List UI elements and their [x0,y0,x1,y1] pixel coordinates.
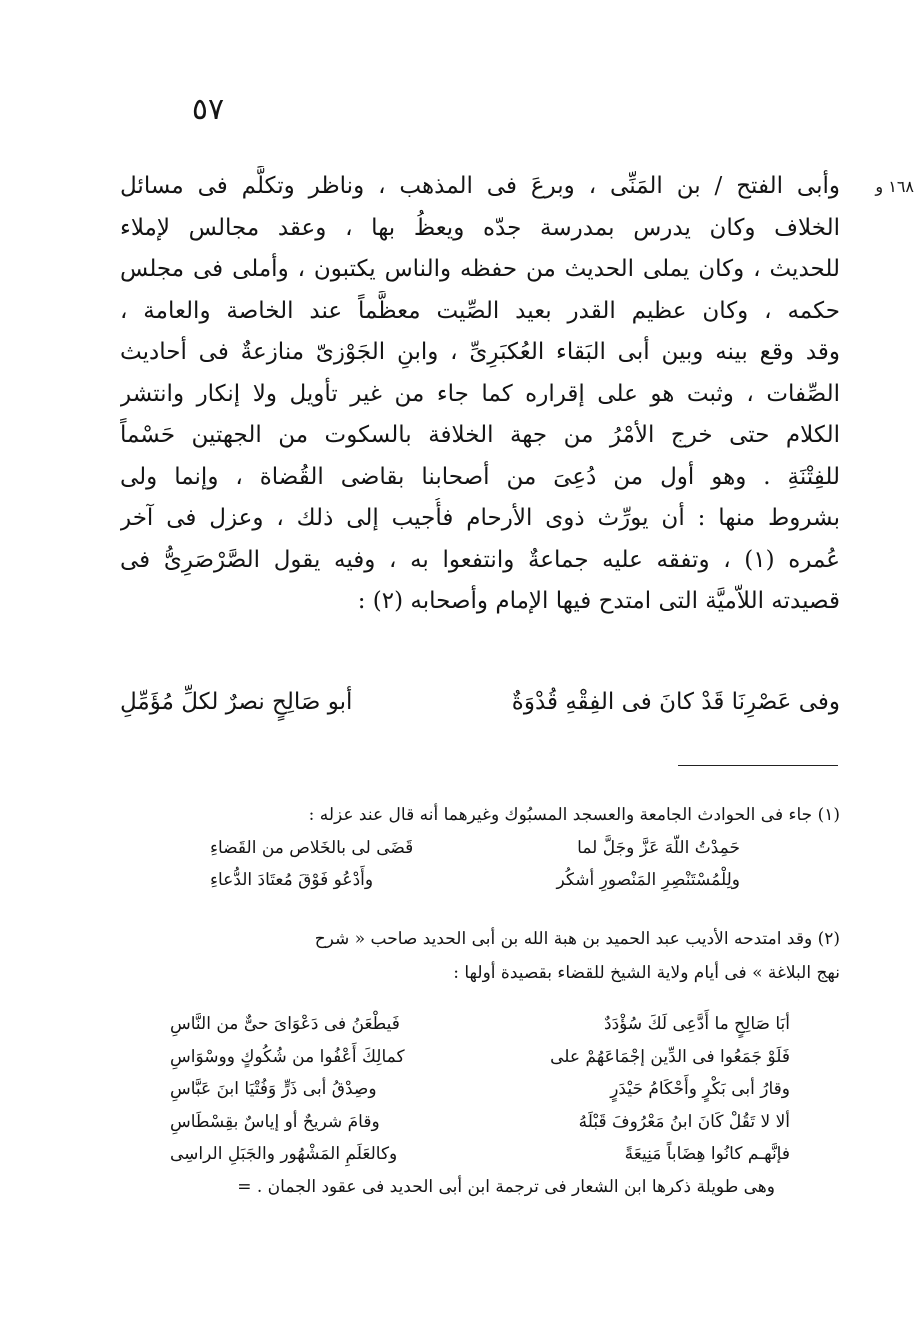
main-text-block [120,166,840,623]
footnote-1 [120,798,840,832]
verse-first-hemistich: وقارُ أبى بَكْرٍ وأَحْكَامُ حَيْدَرٍ [610,1079,790,1099]
verse-first-hemistich: ألا لا تَقُلْ كَانَ ابنُ مَعْرُوفَ قَبْلَهُ [578,1111,790,1132]
text-line: للحديث ، وكان يملى الحديث من حفظه والناس يكتبون ، وأملى فى مجلس [120,256,840,282]
verse-first-hemistich: ولِلْمُسْتَنْصِرِ المَنْصورِ أشكُر [556,870,740,890]
verse-first-hemistich: حَمِدْتُ اللّهَ عَزَّ وجَلَّ لما [577,838,740,858]
poem-first-hemistich: وفى عَصْرِنَا قَدْ كانَ فى الفِقْهِ قُدْوَةٌ [511,689,840,715]
text-line: وأبى الفتح / بن المَنِّى ، وبرعَ فى المذهب ، وناظر وتكلَّم فى مسائل [120,173,840,199]
verse-second-hemistich: كمالِكَ أَعْفُوا من شُكُوكٍ ووسْوَاسِ [170,1046,405,1067]
text-line: وقد وقع بينه وبين أبى البَقاء العُكبَرِىِّ ، وابنِ الجَوْزىّ منازعةٌ فى أحاديث [120,339,840,365]
footnote-2-verses [170,1008,790,1171]
poem-second-hemistich: أبو صَالِحٍ نصرٌ لكلِّ مُؤَمِّلِ [120,689,353,715]
text-line: الخلاف وكان يدرس بمدرسة جدّه ويعظُ بها ، وعقد مجالس لإملاء [120,214,840,241]
footnote-2-verse [170,1073,790,1106]
margin-folio-note: ١٦٨ و [875,177,914,196]
verse-second-hemistich: وصِدْقُ أبى ذَرٍّ وَفُتْيَا ابنَ عَبَّاسِ [170,1079,377,1099]
text-line: قصيدته اللاّميَّة التى امتدح فيها الإمام وأصحابه (٢) : [357,588,840,614]
text-line: الكلام حتى خرج الأمْرُ من جهة الخلافة بالسكوت من الجهتين حَسْماً [120,422,840,448]
text-line: بشروط منها : أن يورِّث ذوى الأرحام فأُجيب إلى ذلك ، وعزل فى آخر [120,505,840,531]
verse-second-hemistich: قَضَى لى بالخَلاص من القَضاءِ [210,838,414,858]
verse-second-hemistich: وكالعَلَمِ المَشْهُور والجَبَلِ الراسِى [170,1144,398,1164]
footnote-2-line: نهج البلاغة » فى أيام ولاية الشيخ للقضاء بقصيدة أولها : [453,963,840,983]
footnote-1-intro: (١) جاء فى الحوادث الجامعة والعسجد المسبُوك وغيرهما أنه قال عند عزله : [308,805,840,825]
verse-first-hemistich: فإنَّهـم كانُوا هِضَاباً مَنِيعَةً [624,1144,790,1164]
footnote-2-line: (٢) وقد امتدحه الأديب عبد الحميد بن هبة الله بن أبى الحديد صاحب « شرح [314,929,840,949]
footnote-1-verse [210,864,740,896]
footnote-2-verse [170,1138,790,1171]
verse-second-hemistich: وأَدْعُو فَوْقَ مُعتَادَ الدُّعاءِ [210,870,374,890]
text-line: الصِّفات ، وثبت هو على إقراره كما جاء من غير تأويل ولا إنكار وانتشر [120,380,840,407]
footnote-2-closing: وهى طويلة ذكرها ابن الشعار فى ترجمة ابن أبى الحديد فى عقود الجمان . = [237,1177,775,1197]
footnote-2 [120,922,840,990]
verse-second-hemistich: فَيطْعَنُ فى دَعْوَاىَ حىٌّ من النَّاسِ [170,1014,400,1034]
poem-verse [120,680,840,724]
footnote-divider [678,765,838,766]
text-line: للفِتْنَةِ . وهو أول من دُعِىَ من أصحابنا بقاضى القُضاة ، وإنما ولى [120,463,840,490]
verse-first-hemistich: فَلَوْ جَمَعُوا فى الدِّين إجْمَاعَهُمْ على [550,1046,790,1067]
page-number: ٥٧ [191,92,225,127]
footnote-1-verse [210,832,740,864]
verse-second-hemistich: وقامَ شريحٌ أو إياسٌ بقِسْطَاسِ [170,1111,380,1132]
footnote-2-verse [170,1106,790,1139]
text-line: عُمره (١) ، وتفقه عليه جماعةٌ وانتفعوا به ، وفيه يقول الصَّرْصَرِىُّ فى [120,546,840,573]
verse-first-hemistich: أبَا صَالِحٍ ما أَدَّعِى لَكَ سُؤْدَدٌ [604,1014,790,1034]
footnote-2-verse [170,1008,790,1041]
footnote-2-verse [170,1041,790,1074]
text-line: حكمه ، وكان عظيم القدر بعيد الصِّيت معظَّماً عند الخاصة والعامة ، [120,297,840,324]
